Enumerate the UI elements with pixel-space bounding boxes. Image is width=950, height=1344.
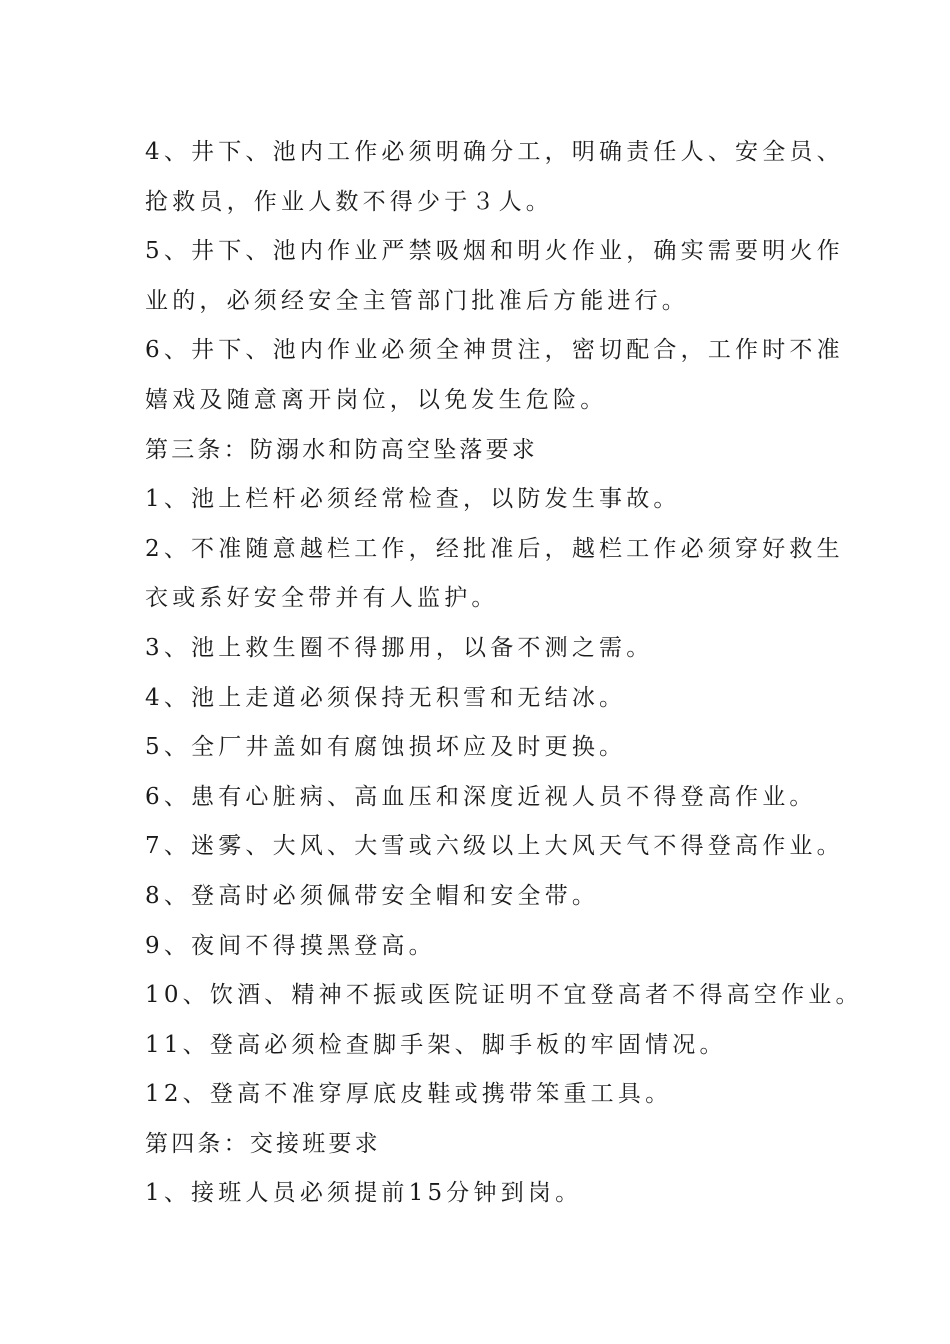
section-heading: 第四条：交接班要求	[145, 1130, 381, 1157]
text-line: 4、井下、池内工作必须明确分工，明确责任人、安全员、	[145, 139, 844, 165]
text-line: 4、池上走道必须保持无积雪和无结冰。	[145, 684, 627, 711]
text-line: 抢救员，作业人数不得少于３人。	[145, 188, 553, 215]
text-line: 衣或系好安全带并有人监护。	[145, 585, 499, 612]
text-line: 12、登高不准穿厚底皮鞋或携带笨重工具。	[145, 1081, 673, 1108]
document-body	[145, 128, 863, 1219]
text-line: 3、池上救生圈不得挪用，以备不测之需。	[145, 634, 654, 661]
text-line: 8、登高时必须佩带安全帽和安全带。	[145, 882, 600, 909]
text-line: 1、池上栏杆必须经常检查，以防发生事故。	[145, 486, 681, 513]
text-line: 7、迷雾、大风、大雪或六级以上大风天气不得登高作业。	[145, 833, 844, 860]
text-line: 5、井下、池内作业严禁吸烟和明火作业，确实需要明火作	[145, 238, 844, 265]
text-line: 9、夜间不得摸黑登高。	[145, 932, 436, 959]
text-line: 10、饮酒、精神不振或医院证明不宜登高者不得高空作业。	[145, 982, 863, 1009]
text-line: 1、接班人员必须提前15分钟到岗。	[145, 1180, 583, 1207]
text-line: 6、患有心脏病、高血压和深度近视人员不得登高作业。	[145, 783, 817, 810]
text-line: 业的，必须经安全主管部门批准后方能进行。	[145, 287, 689, 314]
text-line: 6、井下、池内作业必须全神贯注，密切配合，工作时不准	[145, 337, 844, 364]
section-heading: 第三条：防溺水和防高空坠落要求	[145, 436, 538, 463]
text-line: 5、全厂井盖如有腐蚀损坏应及时更换。	[145, 734, 627, 761]
text-line: 2、不准随意越栏工作，经批准后，越栏工作必须穿好救生	[145, 535, 844, 562]
text-line: 嬉戏及随意离开岗位，以免发生危险。	[145, 386, 608, 413]
text-line: 11、登高必须检查脚手架、脚手板的牢固情况。	[145, 1031, 727, 1058]
